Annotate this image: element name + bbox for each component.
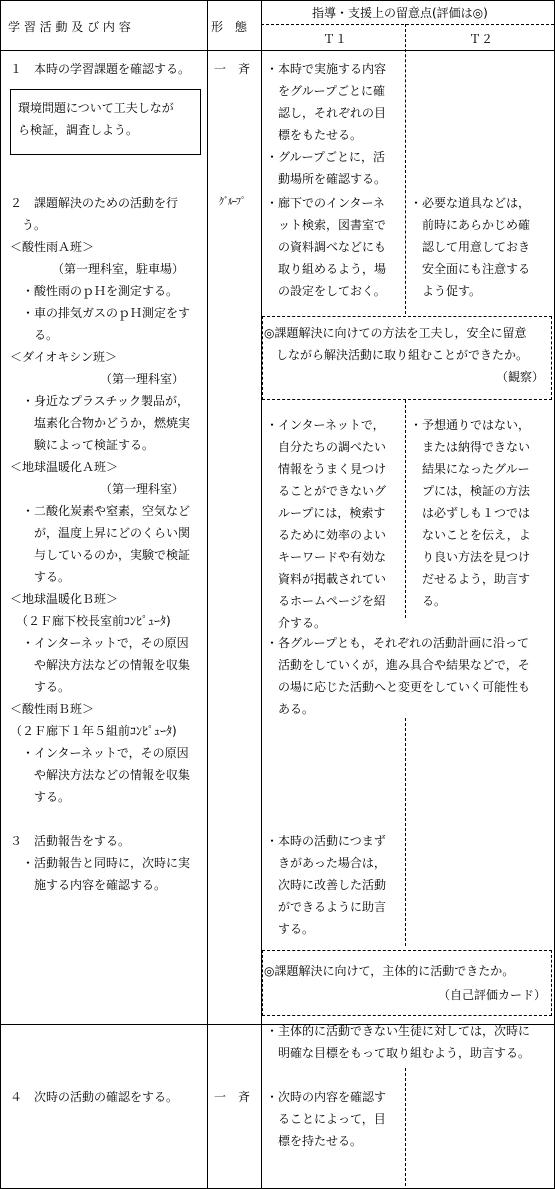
t1-line: るために効率のよい [266,528,387,542]
t1-line: 資料が掲載されてい [266,572,387,586]
step3-line: ・活動報告と同時に，次時に実 [10,856,191,870]
header-t2: Ｔ２ [469,32,494,46]
t1-line: ・本時の活動につまず [266,834,386,848]
step2-line: ・身近なプラスチック製品が， [10,394,190,408]
step2-line: 与しているのか，実験で検証 [10,548,191,562]
t1-line: 次時に改善した活動 [266,878,387,892]
t2-line: 前時にあらかじめ確 [410,218,531,232]
step3-title: ３ 活動報告をする。 [10,834,131,848]
shared-note-line: 活動をしていくが，進み具合や結果などで，そ [266,658,530,672]
t1-line: の資料調べなどにも [266,240,387,254]
step2-line: ＜酸性雨Ｂ班＞ [10,702,95,716]
t1-line: 自分たちの調べたい [266,440,387,454]
t2-line: 結果になったグルー [410,462,530,476]
step2-line: する。 [10,680,71,694]
step2-line: （２Ｆ廊下１年５組前ｺﾝﾋﾟｭｰﾀ) [10,724,177,738]
t2-line: り良い方法を見つけ [410,550,531,564]
header-t1: Ｔ１ [323,32,348,46]
t2-line: ・必要な道具などは， [410,196,531,210]
t1-line: ・廊下でのインターネ [266,196,385,210]
step1-form: 一 斉 [214,62,251,76]
step2-line: ＜地球温暖化Ａ班＞ [10,460,119,474]
step4-title: ４ 次時の活動の確認をする。 [10,1090,179,1104]
step2-line: ＜ダイオキシン班＞ [10,350,117,364]
t1-line: 介する。 [266,616,327,630]
step2-line: （２Ｆ廊下校長室前ｺﾝﾋﾟｭｰﾀ) [10,614,171,628]
shared-note-line: ・主体的に活動できない生徒に対しては，次時に [266,1024,531,1038]
step2-line: ２ 課題解決のための活動を行 [10,196,179,210]
shared-note-line: ・各グループとも，それぞれの活動計画に沿って [266,636,530,650]
step2-line: う。 [10,218,47,232]
t1-line: キーワードや有効な [266,550,387,564]
shared-note-line: の場に応じた活動へと変更をしていく可能性も [266,680,531,694]
header-activity: 学 習 活 動 及 び 内 容 [8,20,131,34]
t1-line: 情報をうまく見つけ [266,462,387,476]
t2-line: よう促す。 [410,284,482,298]
step2-line: （第一理科室，駐車場） [10,262,185,276]
t1-line: する。 [266,922,315,936]
step2-line: が，温度上昇にどのくらい関 [10,526,191,540]
step2-line: ＜地球温暖化Ｂ班＞ [10,592,119,606]
t1-t2-divider [405,400,406,618]
t1-line: きがあった場合は， [266,856,386,870]
step2-line: や解決方法などの情報を収集 [10,768,191,782]
t1-line: 標を持たせる。 [266,1134,363,1148]
step2-line: （第一理科室） [10,372,185,386]
step2-line: （第一理科室） [10,482,185,496]
t2-line: だせるよう，助言す [410,572,531,586]
t2-line: 安全面にも注意する [410,262,531,276]
step2-line: する。 [10,790,71,804]
t2-line: ・予想通りではない， [410,418,531,432]
step2-line: 験によって検証する。 [10,438,155,452]
table-border-top [0,0,555,1]
t1-line: の設定をしておく。 [266,284,386,298]
t1-line: 取り組めるよう，場 [266,262,387,276]
t1-line: 標をもたせる。 [266,128,363,142]
step2-line: ・インターネットで，その原因 [10,636,189,650]
task-line: 環境問題について工夫しなが [18,101,174,115]
header-sub-divider [261,24,554,25]
t1-line: ・インターネットで， [266,418,385,432]
header-guidance: 指導・支援上の留意点(評価は◎) [312,6,488,20]
step2-line: ・車の排気ガスのｐＨ測定をす [10,306,191,320]
step2-line: ・インターネットで，その原因 [10,746,189,760]
step2-line: ・酸性雨のｐＨを測定する。 [10,284,179,298]
t1-line: ることによって，目 [266,1112,386,1126]
t2-line: る。 [410,594,447,608]
header-bottom-line [0,50,555,51]
t2-line: ないことを伝え，よ [410,528,531,542]
t1-line: 動場所を確認する。 [266,172,387,186]
t1-line: ・本時で実施する内容 [266,62,387,76]
evaluation-line: しながら解決活動に取り組むことができたか。 [264,348,529,362]
t1-line: をグループごとに確 [266,84,386,98]
evaluation-line: ◎課題解決に向けて，主体的に活動できたか。 [264,964,515,978]
t1-line: 認し，それぞれの目 [266,106,387,120]
step3-line: 施する内容を確認する。 [10,878,167,892]
t1-line: るホームページを紹 [266,594,386,608]
step1-title: １ 本時の学習課題を確認する。 [10,62,191,76]
t2-line: プには，検証の方法 [410,484,531,498]
step2-line: ＜酸性雨Ａ班＞ [10,240,95,254]
t1-line: ることができないグ [266,484,387,498]
evaluation-method: （観察） [496,370,545,384]
step2-line: 塩素化合物かどうか，燃焼実 [10,416,191,430]
t1-line: ・グループごとに，活 [266,150,386,164]
t1-line: ット検索，図書室で [266,218,387,232]
t2-line: は必ずしも１つでは [410,506,531,520]
t1-line: ができるように助言 [266,900,387,914]
step4-form: 一 斉 [214,1090,251,1104]
step2-form: ｸﾞﾙｰﾌﾟ [219,197,245,208]
t1-t2-divider [405,1068,406,1186]
t2-line: 認して用意しておき [410,240,531,254]
step2-line: る。 [10,328,59,342]
step2-line: ・二酸化炭素や窒素，空気など [10,504,191,518]
t1-line: ・次時の内容を確認す [266,1090,387,1104]
task-line: ら検証，調査しよう。 [18,123,139,137]
shared-note-line: ある。 [266,702,315,716]
shared-note-line: 明確な目標をもって取り組むよう，助言する。 [266,1046,531,1060]
evaluation-method: （自己評価カード） [438,988,547,1002]
t1-line: ループには，検索す [266,506,386,520]
t1-t2-divider [405,24,406,314]
col-divider-1 [207,0,208,1189]
t1-t2-divider [405,718,406,946]
t2-line: または納得できない [410,440,531,454]
header-form: 形 態 [211,20,248,34]
step2-line: や解決方法などの情報を収集 [10,658,191,672]
table-border-left [0,0,1,1189]
evaluation-line: ◎課題解決に向けての方法を工夫し，安全に留意 [264,326,527,340]
step2-line: する。 [10,570,71,584]
